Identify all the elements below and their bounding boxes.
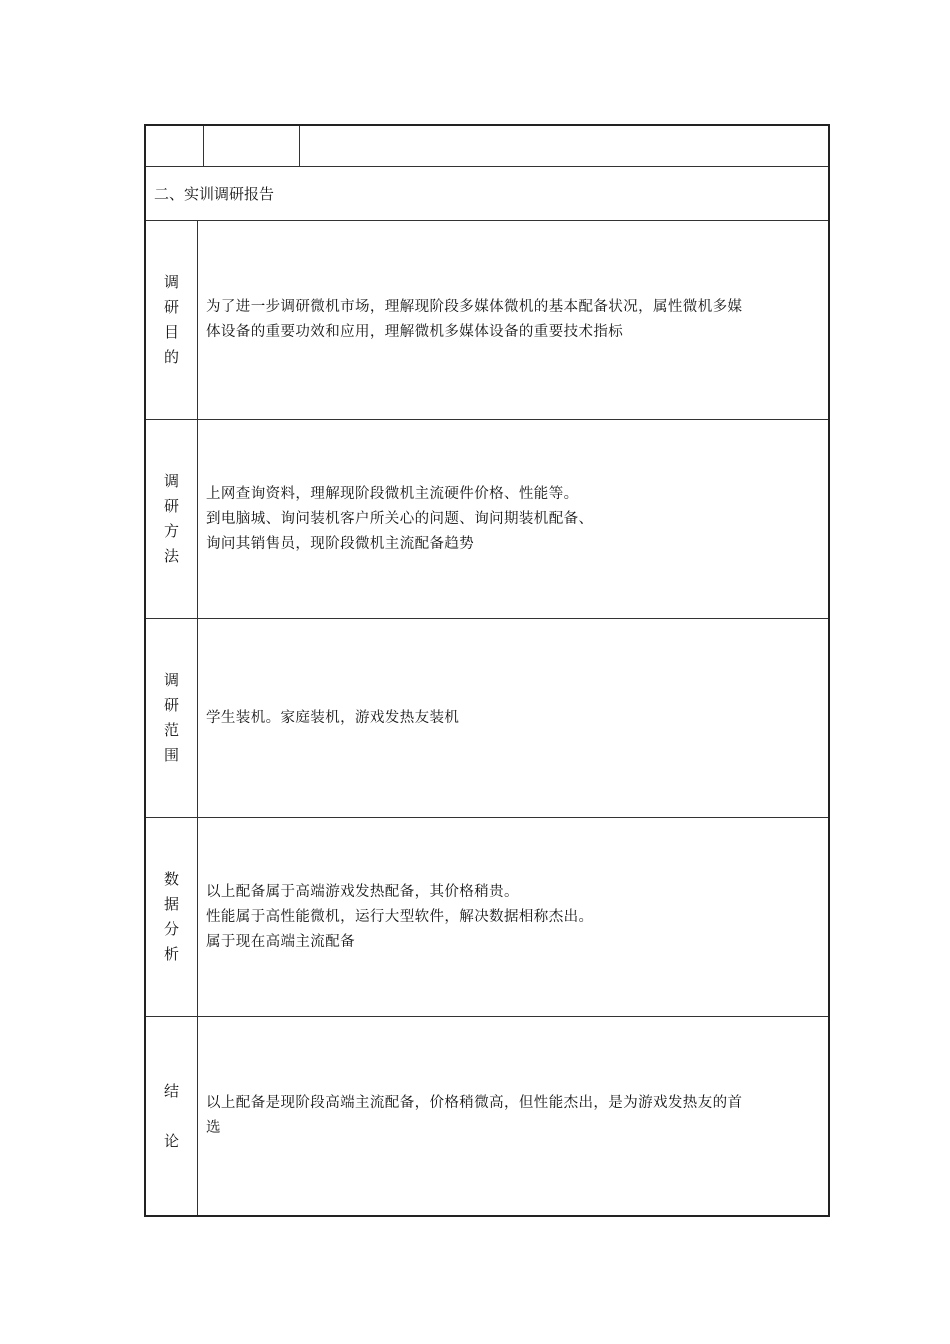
row-content	[206, 420, 820, 618]
label-char: 数	[163, 870, 179, 888]
label-char: 调	[163, 472, 179, 490]
content-line: 为了进一步调研微机市场，理解现阶段多媒体微机的基本配备状况，属性微机多媒	[206, 299, 743, 315]
row-conclusion	[146, 1017, 828, 1215]
row-content	[206, 221, 820, 419]
content-line: 体设备的重要功效和应用，理解微机多媒体设备的重要技术指标	[206, 324, 624, 340]
section-title: 二、实训调研报告	[146, 167, 828, 221]
row-label	[146, 619, 198, 817]
row-label	[146, 420, 198, 618]
row-content	[206, 1017, 820, 1215]
row-label	[146, 221, 198, 419]
label-char: 分	[163, 920, 179, 938]
label-char: 研	[163, 497, 179, 515]
row-content	[206, 619, 820, 817]
label-char: 方	[163, 522, 179, 540]
row-scope	[146, 619, 828, 818]
label-char: 的	[163, 348, 179, 366]
row-label	[146, 1017, 198, 1215]
content-line: 以上配备是现阶段高端主流配备，价格稍微高，但性能杰出，是为游戏发热友的首	[206, 1095, 743, 1111]
row-method	[146, 420, 828, 619]
row-content	[206, 818, 820, 1016]
content-line: 到电脑城、询问装机客户所关心的问题、询问期装机配备、	[206, 510, 594, 527]
label-char: 调	[163, 273, 179, 291]
label-char: 析	[163, 945, 179, 963]
content-line: 上网查询资料，理解现阶段微机主流硬件价格、性能等。	[206, 485, 579, 502]
row-purpose	[146, 221, 828, 420]
row-label	[146, 818, 198, 1016]
report-table	[144, 124, 830, 1217]
content-line: 询问其销售员，现阶段微机主流配备趋势	[206, 535, 475, 552]
label-char: 范	[163, 721, 179, 739]
label-char: 结	[163, 1081, 179, 1100]
row-analysis	[146, 818, 828, 1017]
label-char: 法	[163, 547, 179, 565]
empty-cell	[204, 126, 300, 166]
label-char: 研	[163, 696, 179, 714]
content-line: 属于现在高端主流配备	[206, 933, 355, 950]
content-line: 性能属于高性能微机，运行大型软件，解决数据相称杰出。	[206, 908, 594, 925]
label-char: 研	[163, 298, 179, 316]
label-char: 调	[163, 671, 179, 689]
label-char: 论	[163, 1131, 179, 1150]
empty-cell	[146, 126, 204, 166]
label-char: 目	[163, 323, 179, 341]
content-line: 学生装机。家庭装机，游戏发热友装机	[206, 709, 460, 726]
label-char: 据	[163, 895, 179, 913]
content-line: 选	[206, 1120, 221, 1136]
content-line: 以上配备属于高端游戏发热配备，其价格稍贵。	[206, 883, 519, 900]
header-row	[146, 126, 828, 167]
label-char: 围	[163, 746, 179, 764]
